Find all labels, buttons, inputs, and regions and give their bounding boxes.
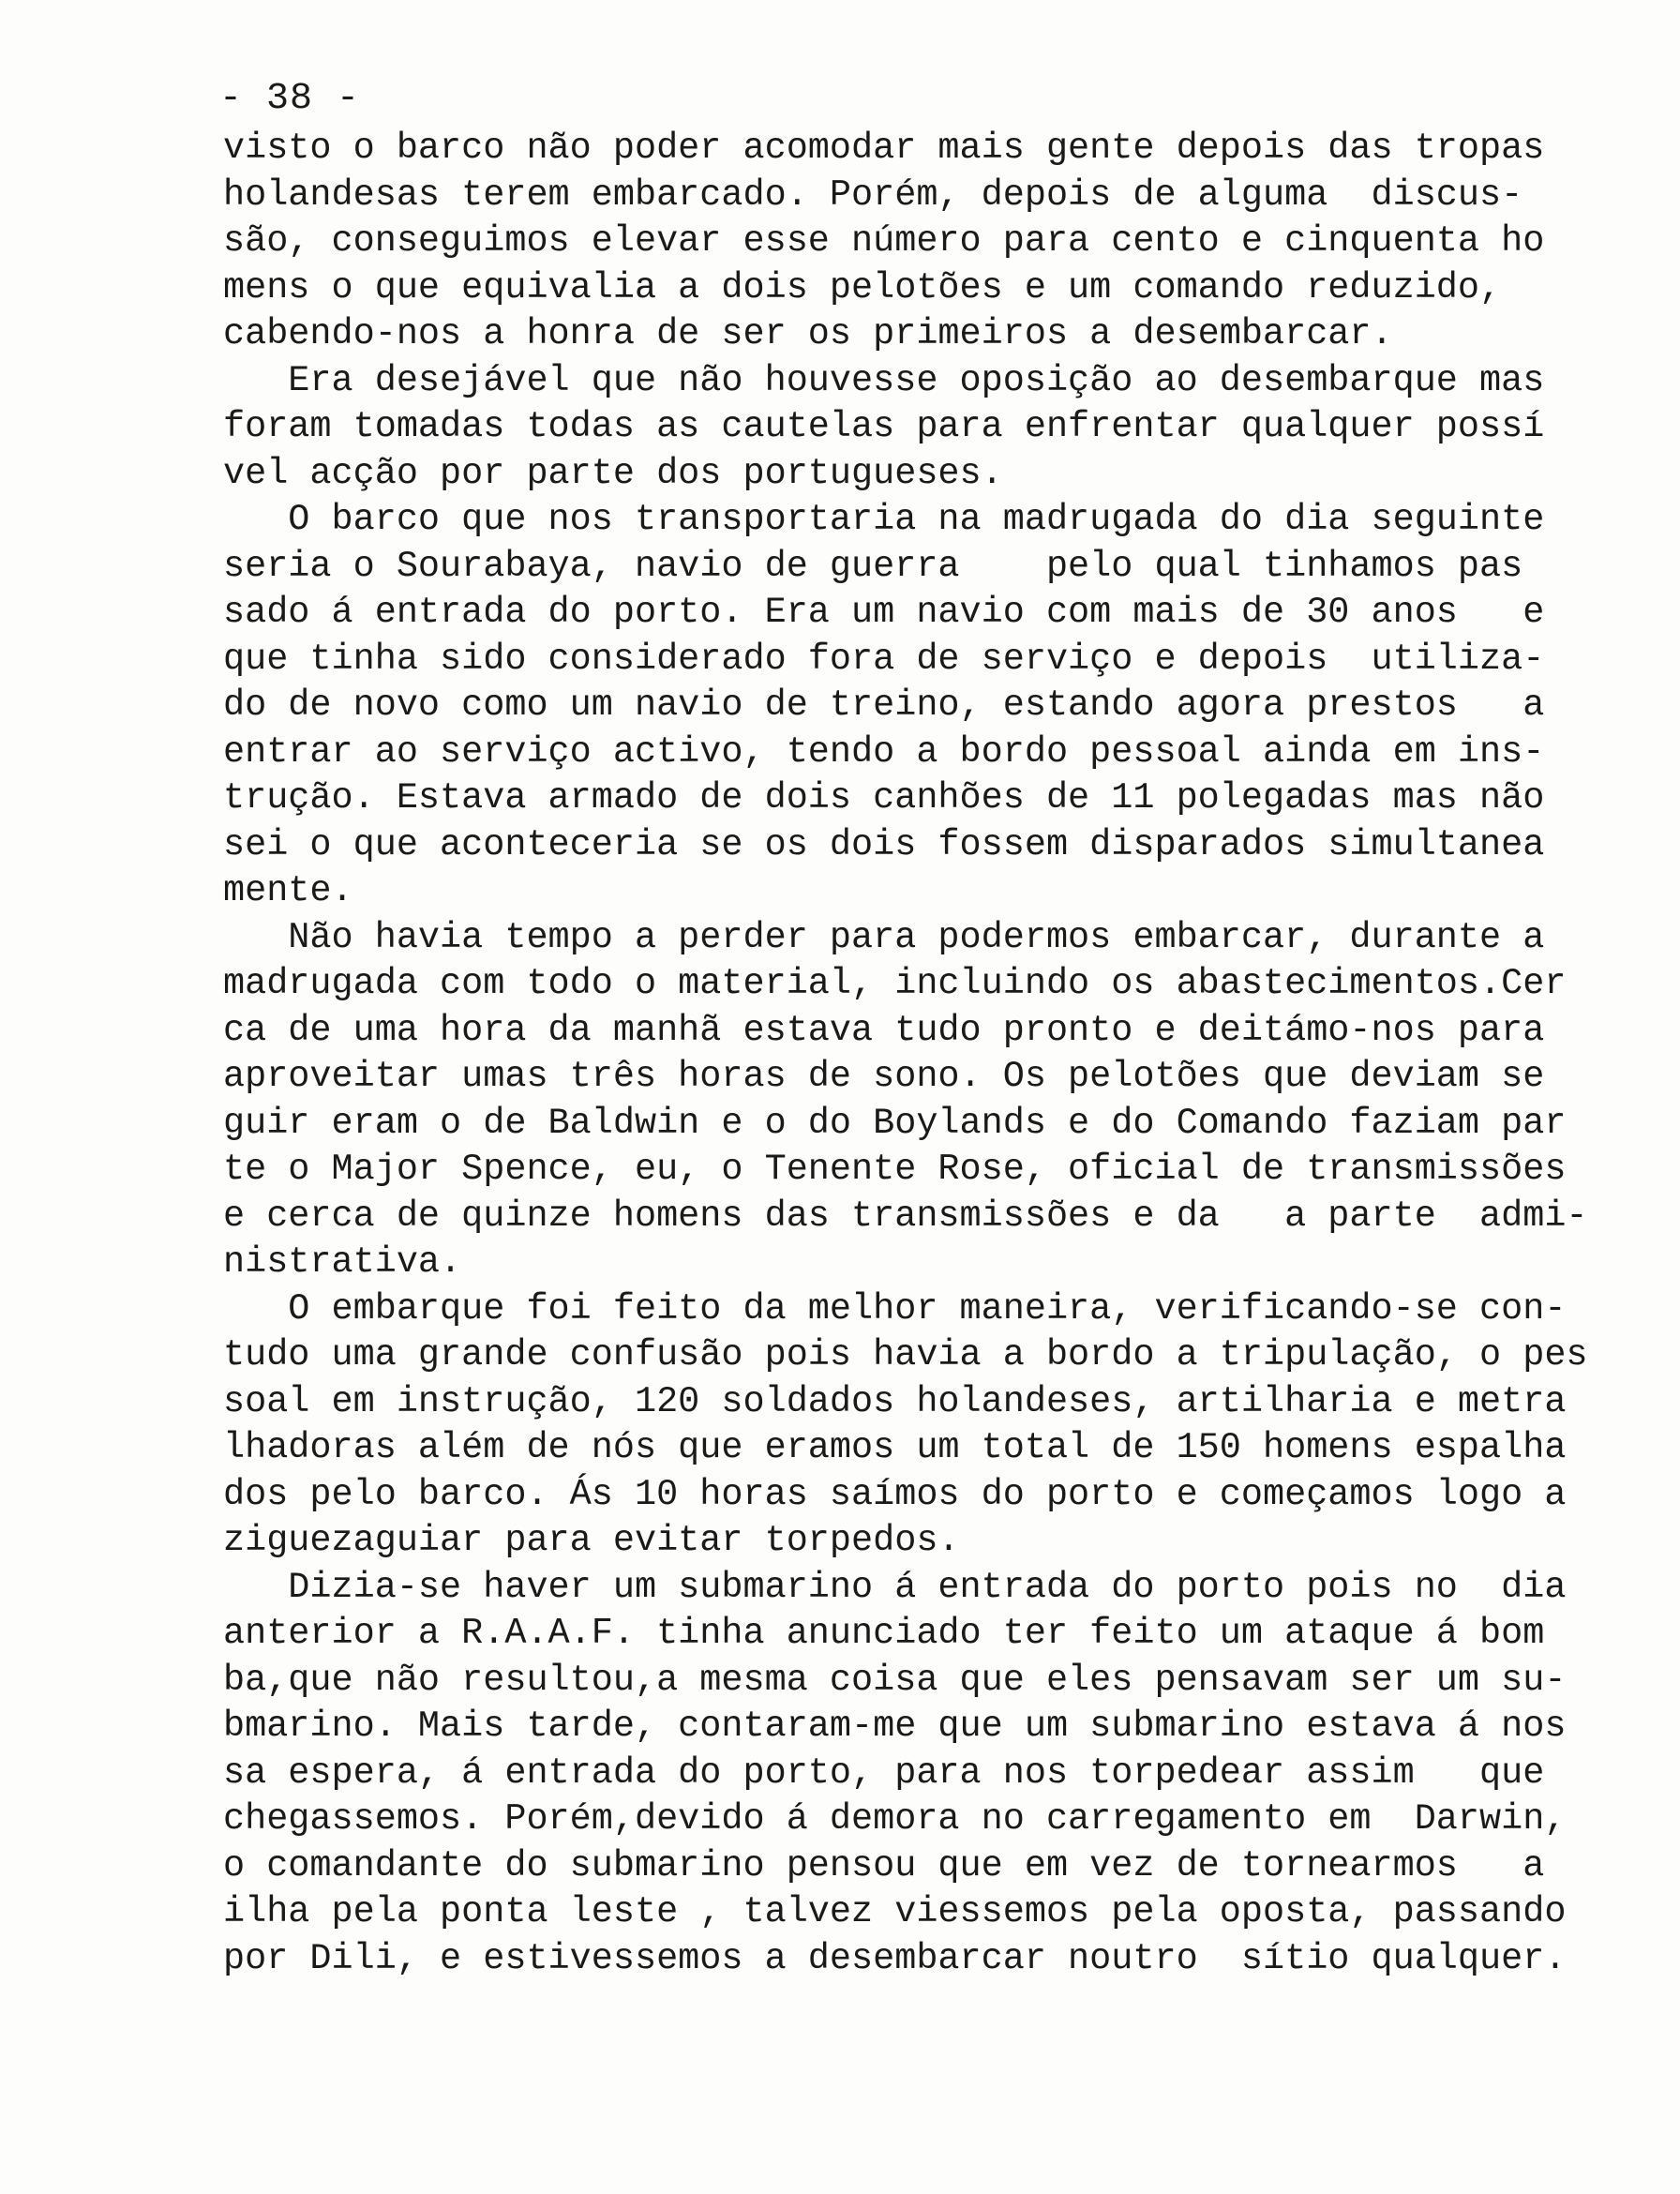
text-line: sado á entrada do porto. Era um navio com mais de 30 anos e (223, 592, 1545, 633)
text-line: sei o que aconteceria se os dois fossem disparados simultanea (223, 823, 1545, 865)
text-line: mens o que equivalia a dois pelotões e um comando reduzido, (223, 266, 1502, 308)
text-line: aproveitar umas três horas de sono. Os pelotões que deviam se (223, 1056, 1545, 1097)
text-line: do de novo como um navio de treino, estando agora prestos a (223, 684, 1545, 726)
text-line: te o Major Spence, eu, o Tenente Rose, oficial de transmissões (223, 1149, 1567, 1190)
body-text (223, 126, 1667, 1982)
page-number: - 38 - (219, 78, 361, 120)
text-line: são, conseguimos elevar esse número para cento e cinquenta ho (223, 220, 1545, 262)
text-line: mente. (223, 870, 353, 911)
text-line: O embarque foi feito da melhor maneira, verificando-se con- (223, 1287, 1567, 1330)
text-line: holandesas terem embarcado. Porém, depois de alguma discus- (223, 173, 1523, 216)
text-line: chegassemos. Porém,devido á demora no carregamento em Darwin, (223, 1798, 1567, 1840)
text-line: o comandante do submarino pensou que em vez de tornearmos a (223, 1844, 1545, 1886)
text-line: ca de uma hora da manhã estava tudo pronto e deitámo-nos para (223, 1009, 1545, 1051)
text-line: nistrativa. (223, 1241, 462, 1283)
text-line: O barco que nos transportaria na madrugada do dia seguinte (223, 499, 1545, 540)
text-line: Não havia tempo a perder para podermos embarcar, durante a (223, 916, 1545, 958)
text-line: sa espera, á entrada do porto, para nos torpedear assim que (223, 1751, 1545, 1794)
text-line: madrugada com todo o material, incluindo os abastecimentos.Cer (223, 963, 1567, 1004)
text-line: entrar ao serviço activo, tendo a bordo pessoal ainda em ins- (223, 730, 1545, 773)
text-line: seria o Sourabaya, navio de guerra pelo qual tinhamos pas (223, 545, 1523, 587)
text-line: vel acção por parte dos portugueses. (223, 452, 1003, 494)
text-line: Era desejável que não houvesse oposição ao desembarque mas (223, 359, 1545, 401)
text-line: que tinha sido considerado fora de serviço e depois utiliza- (223, 638, 1545, 680)
text-line: soal em instrução, 120 soldados holandeses, artilharia e metra (223, 1380, 1567, 1422)
text-line: e cerca de quinze homens das transmissões e da a parte admi- (223, 1195, 1588, 1237)
text-line: por Dili, e estivessemos a desembarcar noutro sítio qualquer. (223, 1937, 1567, 1979)
text-line: foram tomadas todas as cautelas para enfrentar qualquer possí (223, 406, 1545, 447)
text-line: bmarino. Mais tarde, contaram-me que um submarino estava á nos (223, 1706, 1567, 1747)
text-line: dos pelo barco. Ás 10 horas saímos do porto e começamos logo a (223, 1473, 1567, 1515)
text-line: ba,que não resultou,a mesma coisa que eles pensavam ser um su- (223, 1659, 1567, 1701)
text-line: Dizia-se haver um submarino á entrada do porto pois no dia (223, 1566, 1567, 1608)
text-line: cabendo-nos a honra de ser os primeiros a desembarcar. (223, 313, 1393, 354)
text-line: tudo uma grande confusão pois havia a bordo a tripulação, o pes (223, 1334, 1588, 1375)
text-line: ilha pela ponta leste , talvez viessemos pela oposta, passando (223, 1891, 1567, 1932)
text-line: trução. Estava armado de dois canhões de 11 polegadas mas não (223, 777, 1545, 819)
text-line: lhadoras além de nós que eramos um total de 150 homens espalha (223, 1427, 1567, 1468)
text-line: ziguezaguiar para evitar torpedos. (223, 1520, 960, 1561)
text-line: guir eram o de Baldwin e o do Boylands e do Comando faziam par (223, 1102, 1567, 1144)
text-line: anterior a R.A.A.F. tinha anunciado ter feito um ataque á bom (223, 1613, 1545, 1654)
text-line: visto o barco não poder acomodar mais gente depois das tropas (223, 128, 1545, 169)
